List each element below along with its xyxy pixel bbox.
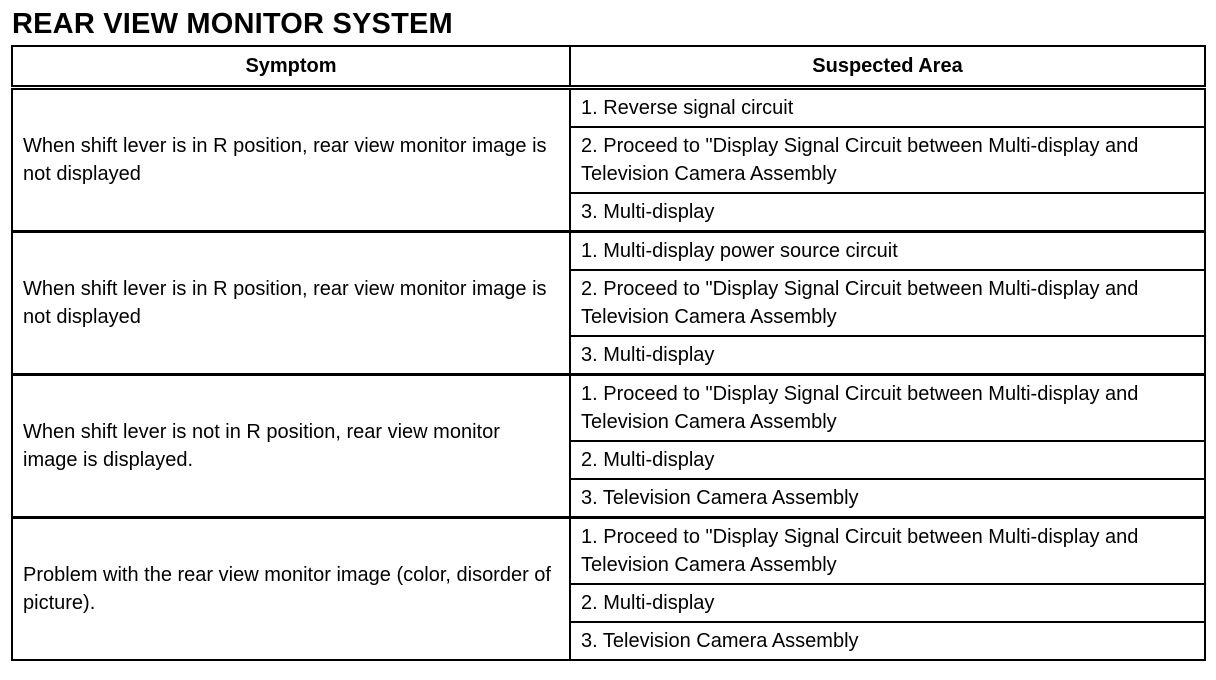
suspected-area-cell: 3. Multi-display [570, 336, 1205, 375]
suspected-area-cell: 1. Reverse signal circuit [570, 88, 1205, 128]
suspected-area-cell: 3. Television Camera Assembly [570, 622, 1205, 660]
symptom-cell: Problem with the rear view monitor image (color, disorder of picture). [12, 518, 570, 661]
symptom-cell: When shift lever is in R position, rear view monitor image is not displayed [12, 232, 570, 375]
table-row [12, 88, 1205, 128]
suspected-area-cell: 2. Proceed to "Display Signal Circuit between Multi-display and Television Camera Assembly [570, 127, 1205, 193]
suspected-area-cell: 1. Proceed to "Display Signal Circuit between Multi-display and Television Camera Assembly [570, 518, 1205, 585]
page-title: REAR VIEW MONITOR SYSTEM [12, 8, 453, 40]
suspected-area-cell: 2. Multi-display [570, 584, 1205, 622]
problem-symptoms-table [11, 45, 1206, 661]
table-row [12, 518, 1205, 585]
suspected-area-cell: 3. Multi-display [570, 193, 1205, 232]
suspected-area-cell: 2. Proceed to "Display Signal Circuit between Multi-display and Television Camera Assembly [570, 270, 1205, 336]
suspected-area-cell: 1. Proceed to "Display Signal Circuit between Multi-display and Television Camera Assembly [570, 375, 1205, 442]
suspected-area-cell: 1. Multi-display power source circuit [570, 232, 1205, 271]
symptom-cell: When shift lever is not in R position, rear view monitor image is displayed. [12, 375, 570, 518]
suspected-area-cell: 3. Television Camera Assembly [570, 479, 1205, 518]
symptom-cell: When shift lever is in R position, rear view monitor image is not displayed [12, 88, 570, 232]
table-row [12, 232, 1205, 271]
symptom-column-header: Symptom [12, 46, 570, 88]
table-header-row [12, 46, 1205, 88]
suspected-area-column-header: Suspected Area [570, 46, 1205, 88]
suspected-area-cell: 2. Multi-display [570, 441, 1205, 479]
table-row [12, 375, 1205, 442]
